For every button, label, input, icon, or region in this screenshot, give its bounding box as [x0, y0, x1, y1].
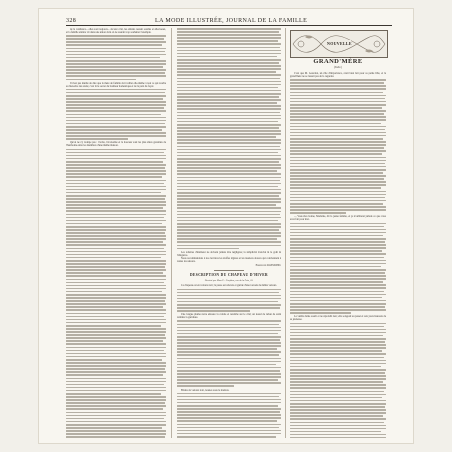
col3-paragraph: La vieille dame sourit et ne répondit rien; elle songeait au passé et aux jours heureux de sa jeunesse.: [290, 315, 386, 322]
journal-page: [38, 8, 414, 444]
author-signature: Emmeline RAYMOND.: [255, 264, 281, 268]
col2-text-block: [177, 320, 281, 387]
column-divider: [171, 28, 172, 438]
section-subheading: Dessiné par Mme P... Conférez, rue de la Paix, 18.: [204, 279, 254, 283]
col1-paragraph: Qu'on ne s'y trompe pas : l'ordre, l'économie et la douceur sont les plus sûres garanties de l'harmonie entre les membres d'une même maison.: [66, 141, 166, 148]
nouvelle-vignette: [290, 30, 388, 58]
col2-paragraph: Nous recommandons à nos lectrices les étoffes légères et les nuances douces qui conviennent à toutes les saisons.: [177, 256, 281, 264]
col3-text-block: [290, 223, 386, 314]
vignette-label: NOUVELLE: [327, 41, 352, 46]
col3-text-block: [290, 323, 386, 439]
col2-text-block: [177, 28, 281, 249]
col3-paragraph: C'est que M. Gourdon, un rôle d'importance, avait bien fait pour sa petite fille, et la grand'mère ne se lassait pas de la regarder.: [290, 72, 386, 79]
page-number: 328: [66, 18, 77, 24]
col2-paragraph: Brides de velours noir, nouées sous le menton.: [181, 388, 230, 392]
section-divider: [214, 270, 244, 271]
story-subtitle: (Suite.): [333, 66, 343, 69]
col3-text-block: [290, 79, 386, 214]
journal-title: LA MODE ILLUSTRÉE, JOURNAL DE LA FAMILLE: [155, 18, 308, 24]
col3-paragraph: — Vous êtes bonne, Madame, dit la jeune femme, et je n'oublierai jamais ce que vous avez fait pour moi.: [290, 215, 386, 222]
col2-paragraph: Ce chapeau est en velours noir; la passe est relevée et garnie d'une torsade de même velours.: [181, 284, 277, 288]
col1-paragraph: Il n'est pas inutile de dire que la mère de famille doit veiller elle-même à tout ce qui touche au bien-être des siens; c'est là le secret du bonheur domestique et de la paix du foyer.: [66, 81, 166, 88]
running-header: [66, 10, 386, 24]
col1-text-block: [66, 149, 166, 438]
section-heading: DESCRIPTION DU CHAPEAU D'HIVER: [190, 273, 268, 278]
column-divider: [285, 28, 286, 438]
col2-text-block: [177, 289, 281, 312]
col1-paragraph: de la confiance... elles sont toujours... de leur côté, les enfants restent soumis et affectueux, et la famille entière vit dans une union dont on ne saurait trop souhaiter l'exemple.: [66, 28, 166, 35]
column-2: [177, 28, 281, 438]
col1-text-block: [66, 89, 166, 140]
col1-text-block: [66, 35, 166, 80]
col2-text-block: [177, 393, 281, 438]
column-3: [290, 72, 386, 438]
col2-paragraph: Les toilettes d'intérieur ne doivent jamais être négligées; la simplicité n'exclut ni le goût ni l'élégance.: [177, 250, 281, 257]
column-1: [66, 28, 166, 438]
col2-paragraph: Une longue plume noire entoure la calotte et retombe sur le côté; un nœud de ruban de satin termine la garniture.: [177, 313, 281, 320]
header-rule: [66, 25, 392, 26]
story-title: GRAND'MÈRE: [313, 58, 363, 65]
